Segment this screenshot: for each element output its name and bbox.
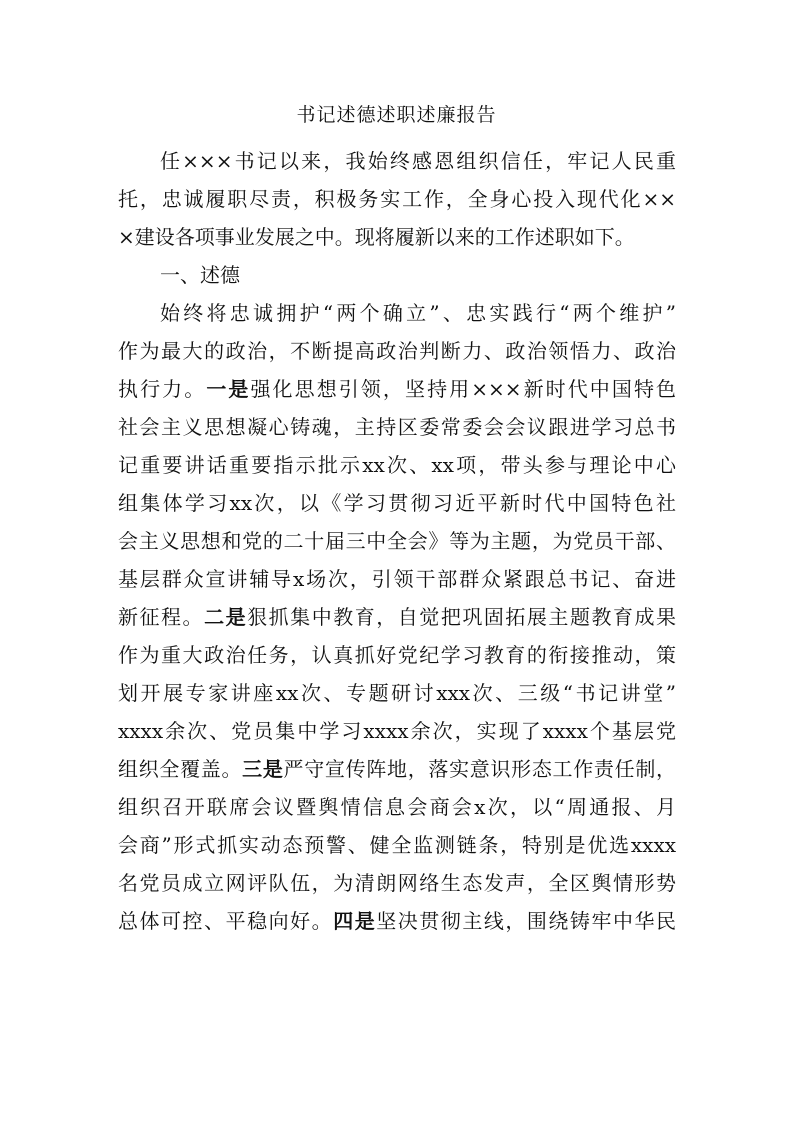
body-line	[118, 598, 676, 636]
body-line: 划开展专家讲座xx次、专题研讨xxx次、三级“书记讲堂”	[118, 681, 676, 705]
body-line-after: 严守宣传阵地，落实意识形态工作责任制，	[283, 757, 677, 781]
body-line: 名党员成立网评队伍，为清朗网络生态发声，全区舆情形势	[118, 871, 676, 895]
body-line	[118, 750, 676, 788]
body-line-before: 组织全覆盖。	[118, 757, 243, 781]
body-line-after: 强化思想引领，坚持用×××新时代中国特色	[250, 377, 677, 401]
body-line: 作为最大的政治，不断提高政治判断力、政治领悟力、政治	[118, 339, 676, 363]
body-line: 社会主义思想凝心铸魂，主持区委常委会会议跟进学习总书	[118, 415, 676, 439]
bold-marker: 二是	[204, 605, 248, 629]
document-title: 书记述德述职述廉报告	[296, 104, 497, 126]
bold-marker: 一是	[206, 377, 251, 401]
body-line: xxxx余次、党员集中学习xxxx余次，实现了xxxx个基层党	[118, 719, 676, 743]
body-line-before: 执行力。	[118, 377, 207, 401]
body-line: 组织召开联席会议暨舆情信息会商会x次，以“周通报、月	[118, 795, 676, 819]
bold-marker: 四是	[333, 909, 377, 933]
body-line: 会主义思想和党的二十届三中全会》等为主题，为党员干部、	[118, 529, 676, 553]
body-line: 组集体学习xx次，以《学习贯彻习近平新时代中国特色社	[118, 491, 676, 515]
bold-marker: 三是	[242, 757, 284, 781]
document-body	[118, 142, 676, 940]
intro-line-1: 任×××书记以来，我始终感恩组织信任，牢记人民重	[160, 149, 676, 173]
intro-line-3: ×建设各项事业发展之中。现将履新以来的工作述职如下。	[118, 225, 635, 249]
intro-line-2: 托，忠诚履职尽责，积极务实工作，全身心投入现代化××	[118, 187, 676, 211]
body-line: 始终将忠诚拥护“两个确立”、忠实践行“两个维护”	[160, 301, 676, 325]
body-line: 记重要讲话重要指示批示xx次、xx项，带头参与理论中心	[118, 453, 676, 477]
body-line	[118, 370, 676, 408]
section-heading: 一、述德	[160, 263, 240, 287]
body-line-after: 狠抓集中教育，自觉把巩固拓展主题教育成果	[247, 605, 677, 629]
body-line: 会商”形式抓实动态预警、健全监测链条，特别是优选xxxx	[118, 833, 676, 857]
body-line-before: 总体可控、平稳向好。	[118, 909, 334, 933]
body-line: 作为重大政治任务，认真抓好党纪学习教育的衔接推动，策	[118, 643, 676, 667]
body-line	[118, 902, 676, 940]
body-line: 基层群众宣讲辅导x场次，引领干部群众紧跟总书记、奋进	[118, 567, 676, 591]
body-line-after: 坚决贯彻主线，围绕铸牢中华民	[376, 909, 677, 933]
body-line-before: 新征程。	[118, 605, 205, 629]
